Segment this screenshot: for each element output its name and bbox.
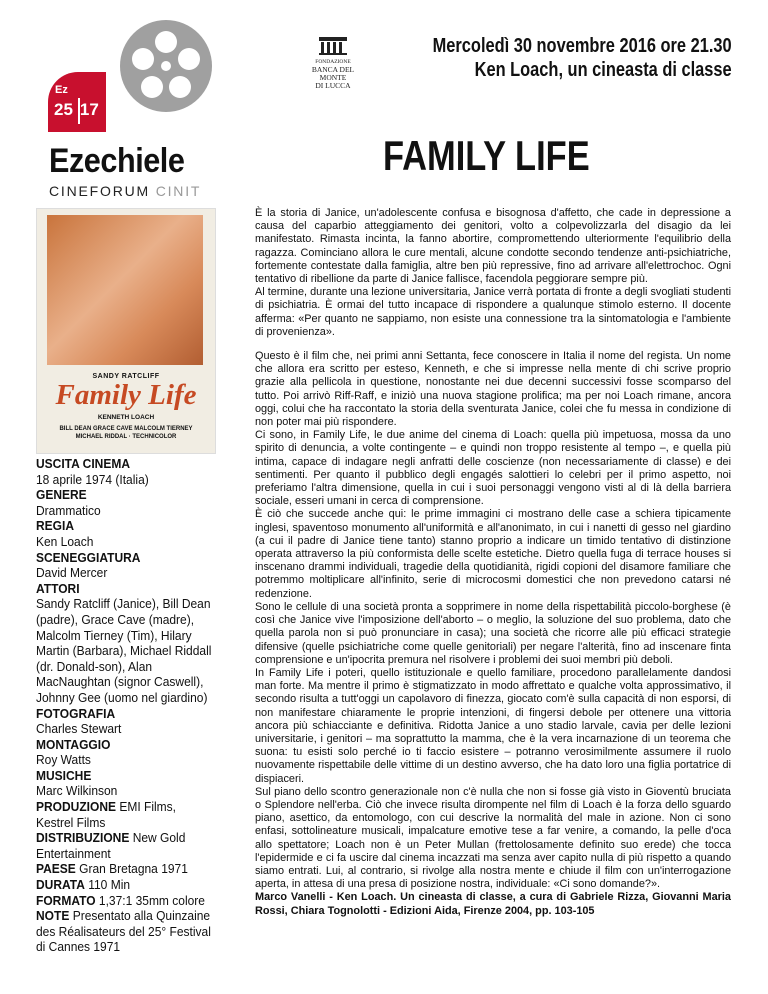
bank-building-icon bbox=[318, 36, 348, 56]
film-reel-icon bbox=[118, 18, 214, 114]
credit-label: FOTOGRAFIA bbox=[36, 706, 116, 721]
credit-item bbox=[36, 551, 214, 582]
credit-value: Ken Loach bbox=[36, 534, 94, 549]
credit-value: Drammatico bbox=[36, 503, 101, 518]
season-badge bbox=[48, 72, 106, 132]
credit-item bbox=[36, 909, 214, 956]
credit-item bbox=[36, 738, 214, 769]
poster-image bbox=[47, 215, 203, 365]
credit-label: PRODUZIONE bbox=[36, 800, 117, 815]
credit-label: PAESE bbox=[36, 862, 76, 877]
bibliographic-reference: Marco Vanelli - Ken Loach. Un cineasta di classe, a cura di Gabriele Rizza, Giovanni Maria Rossi, Chiara Tognolotti - Edizioni Aida, Firenze 2004, pp. 103-105 bbox=[255, 891, 731, 917]
credit-label: FORMATO bbox=[36, 893, 96, 908]
event-series: Ken Loach, un cineasta di classe bbox=[474, 59, 732, 81]
credit-value: New Gold Entertainment bbox=[36, 831, 186, 861]
poster-title: Family Life bbox=[55, 379, 197, 411]
credit-value: Presentato alla Quinzaine des Réalisateurs del 25° Festival di Cannes 1971 bbox=[36, 909, 211, 955]
credit-item bbox=[36, 894, 214, 910]
credit-label: SCENEGGIATURA bbox=[36, 550, 141, 565]
review-paragraph-1: Questo è il film che, nei primi anni Settanta, fece conoscere in Italia il nome del regista. Un nome che allora era scritto per esteso, Kenneth, e che si impresse nella mente di chi scrive proprio grazie alla pellicola in questione, nonostante nei due decenni successivi fosse scomparso del tutto. Poi arrivò Riff-Raff, e iniziò una nuova stagione prolifica; ma per noi Loach rimane, ancora oggi, colui che ha raccontato la storia della sventurata Janice, colei che fu messa in condizione di non poter mai più rispondere. bbox=[255, 350, 731, 429]
credit-label: MONTAGGIO bbox=[36, 737, 111, 752]
credit-item bbox=[36, 488, 214, 519]
review-paragraph-4: Sono le cellule di una società pronta a sopprimere in nome della rispettabilità piccolo-borghese (è così che Janice vive l'imposizione dell'aborto – o meglio, la soluzione del suo problema, dato che quella parola non si può pronunciare in casa); una società che ricorre alle più efficaci strategie difensive (quelle psichiatriche come quelle genitoriali) per negare l'alterità, fino ad inscenare finta comprensione e un'ipocrita premura nel risolvere i problemi dei suoi membri più deboli. bbox=[255, 600, 731, 666]
credit-value: Marc Wilkinson bbox=[36, 784, 118, 799]
credit-item bbox=[36, 457, 214, 488]
credit-item bbox=[36, 831, 214, 862]
poster-director: KENNETH LOACH bbox=[97, 414, 155, 421]
credit-value: David Mercer bbox=[36, 566, 108, 581]
credit-value: 110 Min bbox=[88, 878, 131, 893]
poster-actor: SANDY RATCLIFF bbox=[92, 373, 160, 380]
credit-label: REGIA bbox=[36, 519, 75, 534]
synopsis-paragraph-1: È la storia di Janice, un'adolescente confusa e bisognosa d'affetto, che cade in depressione a causa del caparbio atteggiamento dei genitori, volto a colpevolizzarla del disagio da lei manifestato. Rimasta incinta, la fanno abortire, compromettendo ulteriormente l'equilibrio della ragazza. Cominciano allora le cure mentali, alcune condotte secondo tendenze anti-psichiatriche, fortemente contestate dalla famiglia, altre ben più repressive, fino ad arrivare all'elettrochoc. Ogni tentativo di ribellione da parte di Janice fallisce, facendola peggiorare sempre più. bbox=[255, 207, 731, 286]
review-paragraph-2: Ci sono, in Family Life, le due anime del cinema di Loach: quella più impetuosa, mossa da uno spirito di denuncia, a volte contingente – e quindi non troppo resistente al tempo –, e quella più intima, capace di indagare negli anfratti delle coscienze (non necessariamente di classe) e dei sentimenti. Per quanto il pubblico degli engagés salottieri lo celebri per il primo aspetto, noi preferiamo l'altra dimensione, quella in cui i suoi personaggi vengono visti al di là della barriera sociale, esseri umani in cerca di comprensione. bbox=[255, 429, 731, 508]
credit-item bbox=[36, 519, 214, 550]
credit-item bbox=[36, 582, 214, 707]
credit-value: Charles Stewart bbox=[36, 722, 122, 737]
credit-label: DISTRIBUZIONE bbox=[36, 831, 130, 846]
credit-item bbox=[36, 769, 214, 800]
credit-item bbox=[36, 862, 214, 878]
brand-subtitle: CINEFORUM CINIT bbox=[49, 183, 202, 199]
credit-label: USCITA CINEMA bbox=[36, 457, 131, 471]
film-poster bbox=[36, 208, 216, 454]
event-header bbox=[433, 34, 732, 82]
poster-cast bbox=[37, 425, 215, 441]
credit-label: GENERE bbox=[36, 488, 87, 503]
film-title: FAMILY LIFE bbox=[383, 132, 590, 179]
review-paragraph-5: In Family Life i poteri, quello istituzionale e quello familiare, procedono parallelamente dandosi man forte. Ma mentre il primo è stigmatizzato in modo affrettato e qualche volta approssimativo, il secondo risulta a tutt'oggi un capolavoro di finezza, giocato com'è sulla capacità di non esporsi, di non manifestare chiaramente le proprie intenzioni, di fingersi debole per ottenere una vittoria ancora più schiacciante e definitiva. Ridotta Janice a uno stadio larvale, cavia per delle lezioni universitarie, i genitori – ma soprattutto la mamma, che è la vera incarnazione di un teorema che suona: tu esisti solo perché io ti faccio esistere – potranno verosimilmente assumere il ruolo nuovamente rispettabile delle vittime di un destino avverso, che ha dato loro una figlia portatrice di dispiaceri. bbox=[255, 666, 731, 785]
badge-season: 25 17 bbox=[54, 100, 99, 119]
brand-name: Ezechiele bbox=[49, 142, 185, 180]
sponsor-line-2: BANCA DEL MONTE bbox=[311, 65, 355, 82]
sponsor-line-3: DI LUCCA bbox=[315, 81, 351, 90]
review-paragraph-6: Sul piano dello scontro generazionale non c'è nulla che non si fosse già visto in Gioventù bruciata o Splendore nell'erba. Ciò che invece risulta dirompente nel film di Loach è la forza dello sguardo piano, asettico, da entomologo, con cui descrive la normalità del male in azione. Non ci sono enfasi, sottolineature musicali, impalcature emotive tese a far venire, a comando, la pelle d'oca allo spettatore; Loach non è un Peter Mullan (frettolosamente definito suo erede) che tocca l'epidermide e ci fa uscire dal cinema incazzati ma senza aver capito nulla di più rispetto a quando siamo entrati. Lui, al contrario, si rivolge alla nostra mente e chiude il film con un'interrogazione aperta, in attesa di una presa di posizione nostra, individuale: «Ci sono domande?». bbox=[255, 785, 731, 891]
credit-item bbox=[36, 707, 214, 738]
credit-item bbox=[36, 800, 214, 831]
credit-value: 18 aprile 1974 (Italia) bbox=[36, 472, 149, 487]
sponsor-logo bbox=[298, 36, 368, 90]
event-date: Mercoledì 30 novembre 2016 ore 21.30 bbox=[432, 35, 732, 57]
poster-cast-line-1: BILL DEAN GRACE CAVE MALCOLM TIERNEY bbox=[59, 426, 193, 432]
credit-value: 1,37:1 35mm colore bbox=[98, 893, 205, 908]
sponsor-line-1: FONDAZIONE bbox=[315, 59, 351, 65]
badge-abbrev: Ez bbox=[55, 84, 68, 96]
credit-label: DURATA bbox=[36, 878, 85, 893]
credit-item bbox=[36, 878, 214, 894]
synopsis-paragraph-2: Al termine, durante una lezione universitaria, Janice verrà portata di fronte a degli svogliati studenti di psichiatria. È ormai del tutto incapace di rispondere a qualunque stimolo esterno. Il docente afferma: «Per quanto ne sappiamo, non esiste una connessione tra la sintomatologia e l'ambiente di provenienza». bbox=[255, 286, 731, 338]
credit-label: ATTORI bbox=[36, 581, 80, 596]
review-paragraph-3: È ciò che succede anche qui: le prime immagini ci mostrano delle case a schiera tipicamente inglesi, spaventoso monumento all'uniformità e all'anonimato, in cui i nanetti di gesso nel giardino (a cui il padre di Janice tiene tanto) stanno proprio a indicare un timido tentativo di distinzione operata attraverso la più conformista delle scelte estetiche. Dietro quella fuga di terrace houses si inscenano drammi individuali, tragedie della quotidianità, rigidi copioni del disamore familiare che potremmo moltiplicare all'infinito, serie di microcosmi domestici che non prevedono catarsi né redenzione. bbox=[255, 508, 731, 600]
article-body bbox=[255, 207, 731, 918]
credit-label: MUSICHE bbox=[36, 768, 92, 783]
credit-value: EMI Films, Kestrel Films bbox=[36, 800, 177, 830]
badge-divider bbox=[78, 98, 80, 124]
credit-value: Gran Bretagna 1971 bbox=[79, 862, 188, 877]
credit-label: NOTE bbox=[36, 909, 70, 924]
film-credits bbox=[36, 457, 214, 956]
poster-cast-line-2: MICHAEL RIDDAL · TECHNICOLOR bbox=[75, 434, 177, 440]
credit-value: Sandy Ratcliff (Janice), Bill Dean (padre), Grace Cave (madre), Malcolm Tierney (Tim), Hilary Martin (Barbara), Michael Riddall (dr. Donald-son), Alan MacNaughtan (signor Caswell), Johnny Gee (uomo nel giardino) bbox=[36, 597, 212, 705]
credit-value: Roy Watts bbox=[36, 753, 91, 768]
